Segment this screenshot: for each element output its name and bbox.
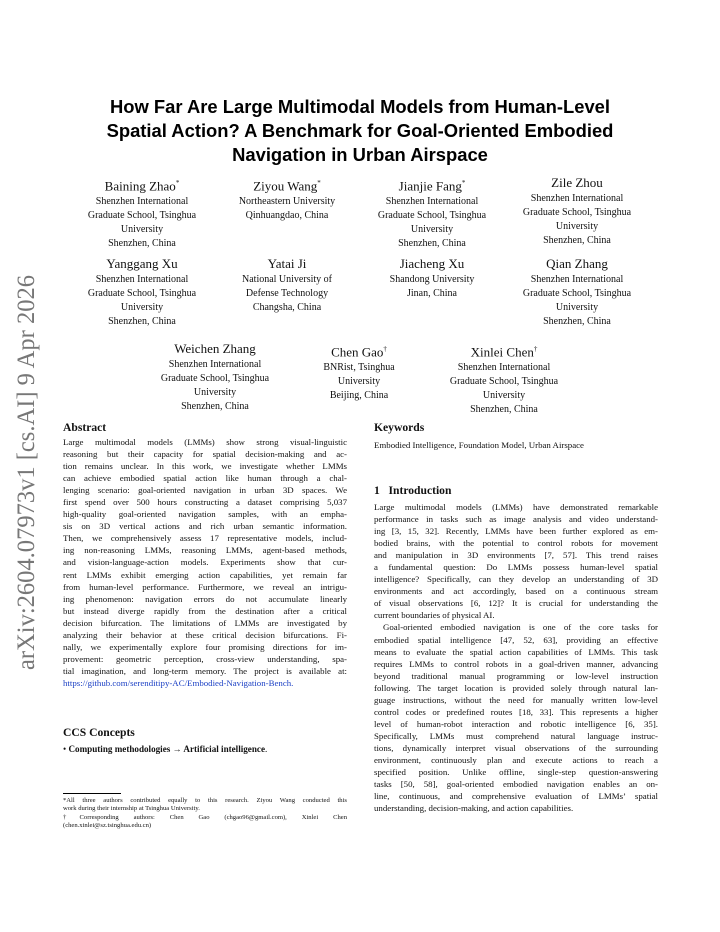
author-affiliation-line: Shenzhen, China [543,316,611,327]
author-name [507,256,647,272]
intro-line: specified position. Unlike offline, single-step question-answering [374,767,658,778]
footnote-line: †Corresponding authors: Chen Gao (chgao96@gmail.com), Xinlei Chen [63,814,347,821]
author-name [72,256,212,272]
title-line: Spatial Action? A Benchmark for Goal-Oriented Embodied [106,120,614,142]
abstract-line: Then, we comprehensively assess 17 representative models, includ- [63,533,347,544]
author-name [507,175,647,191]
abstract-line: high-quality goal-oriented navigation samples, with an empha- [63,509,347,520]
author-affiliation-line: Shenzhen International [457,362,551,374]
author-mark: † [533,345,538,353]
author-affiliation-line: Shenzhen International [168,359,262,370]
arxiv-stamp [4,270,44,670]
abstract-line: tial imagination, and long-term memory. The project is available at: [63,665,347,676]
author-affiliation-line: Changsha, China [252,302,322,313]
intro-line: beyond traditional manual programming or low-level instruction [374,670,658,681]
author [507,175,647,248]
author-affiliation-line: Beijing, China [329,390,389,402]
author-affiliation-line: Graduate School, Tsinghua [522,288,632,299]
intro-line: following. The target location is provided solely through natural lan- [374,682,658,693]
footnote-rule [63,793,121,794]
ccs-item: Computing methodologies → Artificial intelligence [68,744,265,754]
author-affiliation-line: Shenzhen, China [108,316,176,327]
author-affiliation-line: Shenzhen International [95,196,189,208]
intro-line: Large multimodal models (LMMs) have demonstrated remarkable [374,502,658,512]
author-name [434,341,574,360]
intro-line: means to evaluate the spatial action capabilities of LMMs. This task [374,646,658,657]
intro-heading: 1 Introduction [374,484,452,497]
abstract-line: but instead diverge rapidly from the destination after a critical [63,605,347,616]
author-name-text: Weichen Zhang [174,341,256,356]
author-affiliation-line: Shenzhen, China [181,401,249,412]
intro-line: level of human-robot interaction and robotic intelligence [6, 35]. [374,718,658,729]
author-affiliation-line: National University of [242,274,332,285]
author-affiliation-line: University [337,376,381,388]
author-affiliation-line: Graduate School, Tsinghua [87,210,197,222]
abstract-line: first spend over 500 hours constructing a dataset comprising 5,037 [63,497,347,508]
author-affiliation-line: Graduate School, Tsinghua [160,373,270,384]
abstract-body [63,436,347,689]
author-name-text: Chen Gao [331,344,384,360]
ccs-period: . [264,744,268,754]
author-name [362,175,502,194]
author-affiliation-line: University [120,224,164,236]
intro-line: performance in tasks such as image analysis and video understand- [374,514,658,525]
intro-line: bodied brains, with the potential to control robots for movement [374,538,658,549]
author [507,256,647,329]
intro-line: Specifically, LMMs must comprehend natural language instruc- [374,730,658,741]
keywords-heading: Keywords [374,421,425,434]
intro-line: understanding, decision-making, and action capabilities. [374,803,574,814]
footnote-line: work during their internship at Tsinghua University. [63,805,200,813]
author-affiliation-line: Graduate School, Tsinghua [522,207,632,218]
abstract-line: from human-level performance. Furthermore, we reveal an intrigu- [63,581,347,592]
author-name-text: Zile Zhou [551,175,603,190]
author-affiliation-line: Shenzhen International [385,196,479,208]
intro-line: and manipulation in 3D environments [7, 57]. This trend raises [374,550,658,561]
arxiv-id: arXiv:2604.07973v1 [cs.AI] 9 Apr 2026 [13,270,40,670]
author [362,256,502,301]
author-affiliation-line: University [482,390,526,402]
abstract-line: decision bifurcation. The limitations of LMMs are investigated by [63,617,347,628]
author-affiliation-line: Shenzhen, China [398,238,466,250]
keywords-text: Embodied Intelligence, Foundation Model, Urban Airspace [374,440,584,450]
author-affiliation-line: University [410,224,454,236]
intro-line: control codes or predefined routes [18, 33]. This represents a higher [374,706,658,717]
author-affiliation-line: Graduate School, Tsinghua [449,376,559,388]
author-mark: * [317,179,321,187]
author-mark: * [461,179,466,187]
abstract-line: sis on 3D vertical actions and rich urban semantic information. [63,521,347,532]
author-affiliation-line: Graduate School, Tsinghua [87,288,197,299]
intro-line: requires LMMs to control robots in a goal-driven manner, advancing [374,658,658,669]
intro-line: environments and act accordingly, based on a continuous stream [374,586,658,597]
author-name-text: Qian Zhang [546,256,608,271]
abstract-line: nally, we experimentally explore four promising directions for im- [63,641,347,652]
author-name-text: Yanggang Xu [106,256,178,271]
intro-line: ing [3, 15, 32]. Recently, LMMs have been further explored as em- [374,526,658,537]
author-name [217,256,357,272]
author-affiliation-line: Shenzhen, China [470,404,538,416]
author-affiliation-line: Qinhuangdao, China [245,210,329,222]
author-mark: * [175,179,180,187]
intro-line: tasks [50, 58], goal-oriented embodied navigation enables an on- [374,779,658,790]
author [217,175,357,223]
author-name-text: Jianjie Fang [398,178,462,194]
footnote-line: (chen.xinlei@sz.tsinghua.edu.cn) [63,822,152,830]
author-affiliation-line: BNRist, Tsinghua [323,362,395,374]
author [145,341,285,414]
footnote-corresponding [63,814,347,830]
abstract-line: analyzing their behavior at these critical decision bifurcations. Fi- [63,629,347,640]
author-name [72,175,212,194]
author-affiliation-line: Shenzhen, China [543,235,611,246]
paper-title [60,95,660,168]
ccs-bullet: • [63,744,67,754]
author-name-text: Xinlei Chen [470,344,534,360]
author-name [362,256,502,272]
intro-line: environment, continuously plan and execute actions to reach a [374,754,658,765]
abstract-line: reasoning but their capacity for spatial decision-making and ac- [63,449,347,460]
abstract-line: ing phenomenon: navigation errors do not accumulate linearly [63,593,347,604]
author-name-text: Jiacheng Xu [399,256,465,271]
author [72,256,212,329]
author-name-text: Ziyou Wang [253,178,318,194]
title-line: Navigation in Urban Airspace [232,144,488,166]
author-name [217,175,357,194]
abstract-line: and vision-language-action models. Experiments show that cur- [63,557,347,568]
author-affiliation-line: Jinan, China [407,288,457,299]
intro-line: intelligence? Specifically, can they develop an understanding of 3D [374,574,658,585]
intro-line: embodied spatial intelligence [47, 52, 63], providing an effective [374,634,658,645]
author-name [289,341,429,360]
abstract-line: Large multimodal models (LMMs) show strong visual-linguistic [63,437,347,447]
author [362,175,502,251]
abstract-heading: Abstract [63,421,107,434]
intro-line: Goal-oriented embodied navigation is one of the core tasks for [383,622,658,633]
author [289,341,429,403]
intro-line: a fundamental question: Do LMMs possess human-level spatial [374,562,658,573]
author-affiliation-line: University [193,387,237,398]
footnote-equal-contribution [63,797,347,813]
title-line: How Far Are Large Multimodal Models from Human-Level [109,96,611,117]
ccs-concept [63,743,267,755]
abstract-line: provement: geometric perception, cross-view understanding, spa- [63,653,347,664]
author-name-text: Baining Zhao [104,178,176,194]
author-affiliation-line: University [120,302,164,313]
author-affiliation-line: Graduate School, Tsinghua [377,210,487,222]
abstract-line: lenging scenario: goal-oriented navigation in urban 3D spaces. We [63,485,347,496]
author [72,175,212,251]
intro-body [374,501,658,814]
author [434,341,574,417]
footnote-line: *All three authors contributed equally to this research. Ziyou Wang conducted this [63,797,347,804]
author-affiliation-line: Shenzhen International [95,274,189,285]
abstract-line: tion remains unclear. In this work, we investigate whether LMMs [63,461,347,472]
author [217,256,357,315]
author-affiliation-line: University [555,302,599,313]
author-affiliation-line: University [555,221,599,232]
abstract-line: can achieve embodied spatial action like human through a chal- [63,473,347,484]
author-affiliation-line: Shandong University [389,274,475,285]
author-mark: † [383,345,387,353]
author-affiliation-line: Shenzhen International [530,274,624,285]
intro-line: line, continuous, and comprehensive evaluation of LMMs’ spatial [374,791,658,802]
author-affiliation-line: Defense Technology [245,288,329,299]
intro-line: current boundaries of physical AI. [374,610,495,621]
project-link[interactable]: https://github.com/serenditipy-AC/Embodied-Navigation-Bench. [63,677,294,688]
intro-line: of visual observations [6, 12]? It is crucial for understanding the [374,598,658,609]
ccs-heading: CCS Concepts [63,726,135,739]
author-affiliation-line: Shenzhen, China [108,238,176,250]
author-name [145,341,285,357]
author-affiliation-line: Shenzhen International [530,193,624,204]
author-affiliation-line: Northeastern University [238,196,336,208]
author-name-text: Yatai Ji [267,256,307,271]
intro-line: guage instructions, without the need for manually written low-level [374,694,658,705]
abstract-line: ing non-reasoning LMMs, reasoning LMMs, agent-based methods, [63,545,347,556]
intro-line: tions, dynamically interpret visual observations of the surrounding [374,742,658,753]
abstract-line: rent LMMs exhibit emerging action capabilities, yet remain far [63,569,347,580]
